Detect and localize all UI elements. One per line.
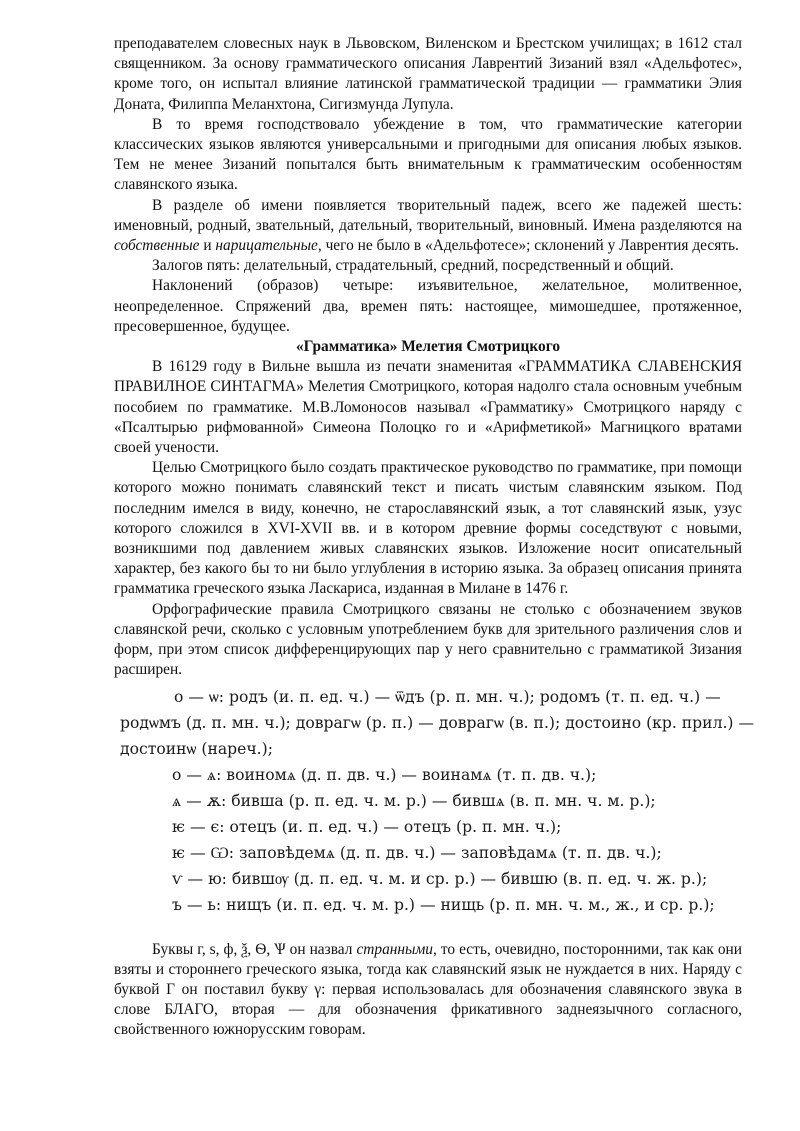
letter-pairs-list (114, 684, 755, 918)
letter-pair-example: ѥ — є: отецъ (и. п. ед. ч.) — отецъ (р. п. мн. ч.); (172, 817, 562, 836)
paragraph-zizaniy-bio: преподавателем словесных наук в Львовском, Виленском и Брестском училищах; в 1612 стал священником. За основу грамматического описания Лаврентий Зизаний взял «Адельфотес», кроме того, он испытал влияние латинской грамматической традиции — грамматики Элия Доната, Филиппа Меланхтона, Сигизмунда Лупула. (114, 35, 742, 113)
letter-pair-example: достоинѡ (нареч.); (120, 739, 273, 758)
spacer (114, 918, 742, 940)
letter-pair-example: ѧ — ѫ: бивша (р. п. ед. ч. м. р.) — бившѧ (в. п. мн. ч. м. р.); (172, 791, 656, 810)
paragraph-cases (114, 196, 742, 257)
paragraph-cases-text-c: , чего не было в «Адельфотесе»; склонений у Лаврентия десять. (317, 237, 739, 255)
letter-pair-example: о — ѡ: родъ (и. п. ед. ч.) — ѿдъ (р. п. мн. ч.); родомъ (т. п. ед. ч.) — (174, 687, 721, 706)
paragraph-strange-letters-text-a: Буквы г, ѕ, ф, ѯ, Ѳ, Ѱ он назвал (152, 940, 357, 958)
letter-pair-example: о — ѧ: воиномѧ (д. п. дв. ч.) — воинамѧ (т. п. дв. ч.); (172, 765, 597, 784)
paragraph-universal-categories: В то время господствовало убеждение в том, что грамматические категории классических языков являются универсальными и пригодными для описания любых языков. Тем не менее Зизаний попытался быть внимательным к грамматическим особенностям славянского языка. (114, 115, 742, 194)
paragraph-cases-text-a: В разделе об имени появляется творительный падеж, всего же падежей шесть: именовный, родный, звательный, дательный, творительный, виновный. Имена разделяются на (114, 196, 742, 234)
section-heading: «Грамматика» Мелетия Смотрицкого (295, 338, 561, 356)
paragraph-purpose: Целью Смотрицкого было создать практическое руководство по грамматике, при помощи которого можно понимать славянский текст и писать чистым славянским языком. Под последним имелся в виду, конечно, не старославянский язык, а тот славянский язык, узус которого сложился в XVI-XVII вв. и в котором древние формы соседствуют с новыми, возникшими под давлением живых славянских языков. Изложение носит описательный характер, без какого бы то ни было углубления в историю языка. За образец описания принята грамматика греческого языка Ласкариса, изданная в Милане в 1476 г. (114, 459, 742, 598)
paragraph-moods: Наклонений (образов) четыре: изъявительное, желательное, молитвенное, неопределенное. Спряжений два, времен пять: настоящее, мимошедшее, протяженное, пресовершенное, будущее. (114, 277, 742, 335)
paragraph-voices: Залогов пять: делательный, страдательный, средний, посредственный и общий. (152, 257, 674, 275)
paragraph-smotritsky-grammar: В 16129 году в Вильне вышла из печати знаменитая «ГРАММАТИКА СЛАВЕНСКИЯ ПРАВИЛНОЕ СИНТАГМА» Мелетия Смотрицкого, которая надолго стала основным учебным пособием по грамматике. М.В.Ломоносов называл «Грамматику» Смотрицкого наряду с «Псалтырью рифмованной» Симеона Полоцко го и «Арифметикой» Магницкого вратами своей учености. (114, 358, 742, 457)
letter-pair-example: ѥ — Ѡ: заповѣдемѧ (д. п. дв. ч.) — заповѣдамѧ (т. п. дв. ч.); (172, 843, 662, 862)
paragraph-strange-letters-text-b: , то есть, очевидно, посторонними, так как они взяты и стороннего греческого языка, тогда как славянский язык не нуждается в них. Наряду с буквой Г он поставил букву γ: первая использовалась для обозначения славянского звука в слове БЛАГО, вторая — для обозначения фрикативного заднеязычного согласного, свойственного южнорусским говорам. (114, 940, 742, 1039)
term-proper: собственные (114, 237, 200, 255)
letter-pair-example: ѵ — ю: бившѹ (д. п. ед. ч. м. и ср. р.) — бившю (в. п. ед. ч. ж. р.); (172, 869, 708, 888)
paragraph-strange-letters (114, 940, 742, 1041)
term-common: нарицательные (215, 237, 318, 255)
document-page (114, 34, 755, 1041)
term-strange: странными (356, 940, 433, 958)
paragraph-cases-text-b: и (199, 237, 216, 255)
letter-pair-example: ъ — ь: нищъ (и. п. ед. ч. м. р.) — нищь (р. п. мн. ч. м., ж., и ср. р.); (172, 895, 715, 914)
letter-pair-example: родѡмъ (д. п. мн. ч.); доврагѡ (р. п.) — доврагѡ (в. п.); достоино (кр. прил.) — (120, 713, 755, 732)
paragraph-orthography: Орфографические правила Смотрицкого связаны не столько с обозначением звуков славянской речи, сколько с условным употреблением букв для зрительного различения слов и форм, при этом список дифференцирующих пар у него сравнительно с грамматикой Зизания расширен. (114, 600, 742, 679)
